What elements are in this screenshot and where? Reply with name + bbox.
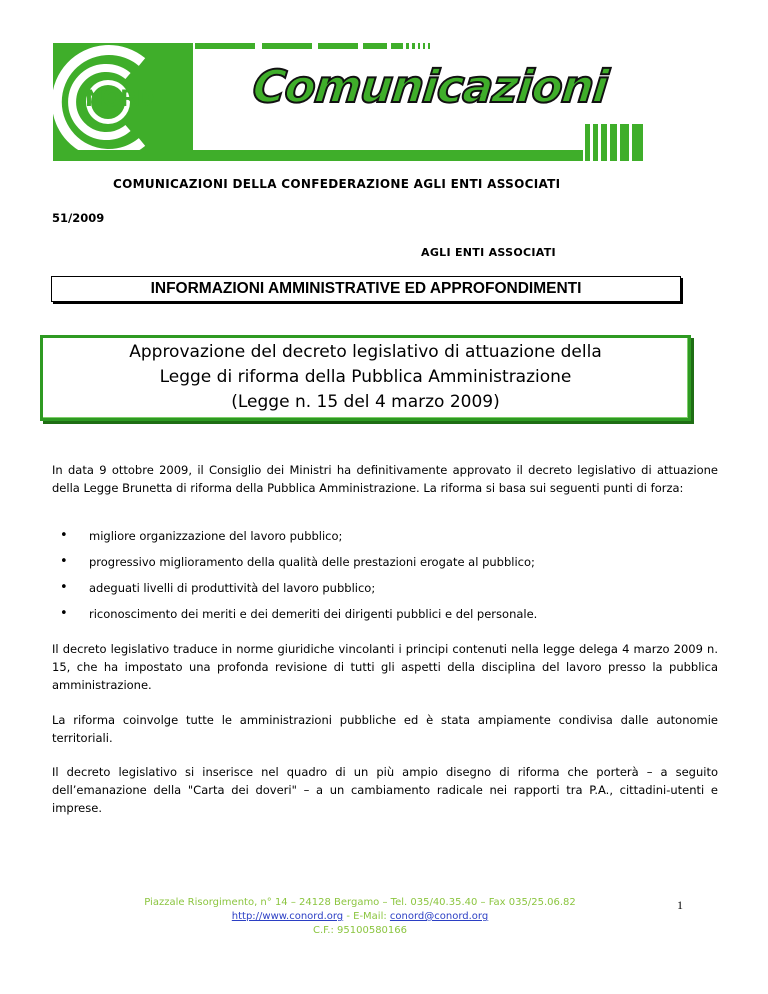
list-item: • adeguati livelli di produttività del lavoro pubblico; [52,580,718,606]
page-number: 1 [677,898,683,912]
website-link[interactable]: http://www.conord.org [231,911,344,922]
addressee: AGLI ENTI ASSOCIATI [421,246,556,259]
section-heading-box [51,276,681,302]
protocol-number: 51/2009 [52,211,105,225]
email-link[interactable]: conord@conord.org [389,911,489,922]
list-item: • migliore organizzazione del lavoro pubblico; [52,528,718,554]
logo-brand: NORD [85,87,154,112]
title-line-2: Legge di riforma della Pubblica Amministrazione [159,367,572,387]
title-line-3: (Legge n. 15 del 4 marzo 2009) [231,392,500,412]
section-heading: INFORMAZIONI AMMINISTRATIVE ED APPROFONDIMENTI [150,280,582,297]
title-line-1: Approvazione del decreto legislativo di attuazione della [129,342,602,362]
footer-tax-code: C.F.: 95100580166 [312,925,408,936]
email-label: - E-Mail: [343,911,390,922]
confederation-line: COMUNICAZIONI DELLA CONFEDERAZIONE AGLI ENTI ASSOCIATI [113,177,561,191]
paragraph-4: Il decreto legislativo si inserisce nel quadro di un più ampio disegno di riforma che porterà – a seguito dell’emanazione della "Carta dei doveri" – a un cambiamento radicale nei rapporti tra P.A., cittadini-utenti e imprese. [52,765,718,815]
intro-paragraph: In data 9 ottobre 2009, il Consiglio dei Ministri ha definitivamente approvato il decreto legislativo di attuazione della Legge Brunetta di riforma della Pubblica Amministrazione. La riforma si basa sui seguenti punti di forza: [52,463,718,495]
list-item: • riconoscimento dei meriti e dei demeriti dei dirigenti pubblici e del personale. [52,606,718,632]
paragraph-3: La riforma coinvolge tutte le amministrazioni pubbliche ed è stata ampiamente condivisa dalle autonomie territoriali. [52,713,718,745]
paragraph-2: Il decreto legislativo traduce in norme giuridiche vincolanti i principi contenuti nella legge delega 4 marzo 2009 n. 15, che ha impostato una profonda revisione di tutti gli aspetti della disciplina del lavoro presso la pubblica amministrazione. [52,642,718,692]
header-logo [0,0,768,170]
footer-address: Piazzale Risorgimento, n° 14 – 24128 Bergamo – Tel. 035/40.35.40 – Fax 035/25.06.82 [144,897,576,908]
list-item: • progressivo miglioramento della qualità delle prestazioni erogate al pubblico; [52,554,718,580]
document-title-box [40,335,691,421]
footer [110,896,610,938]
footer-contacts [110,910,610,924]
key-points-list [52,528,718,632]
logo-title: Comunicazioni [250,60,611,113]
